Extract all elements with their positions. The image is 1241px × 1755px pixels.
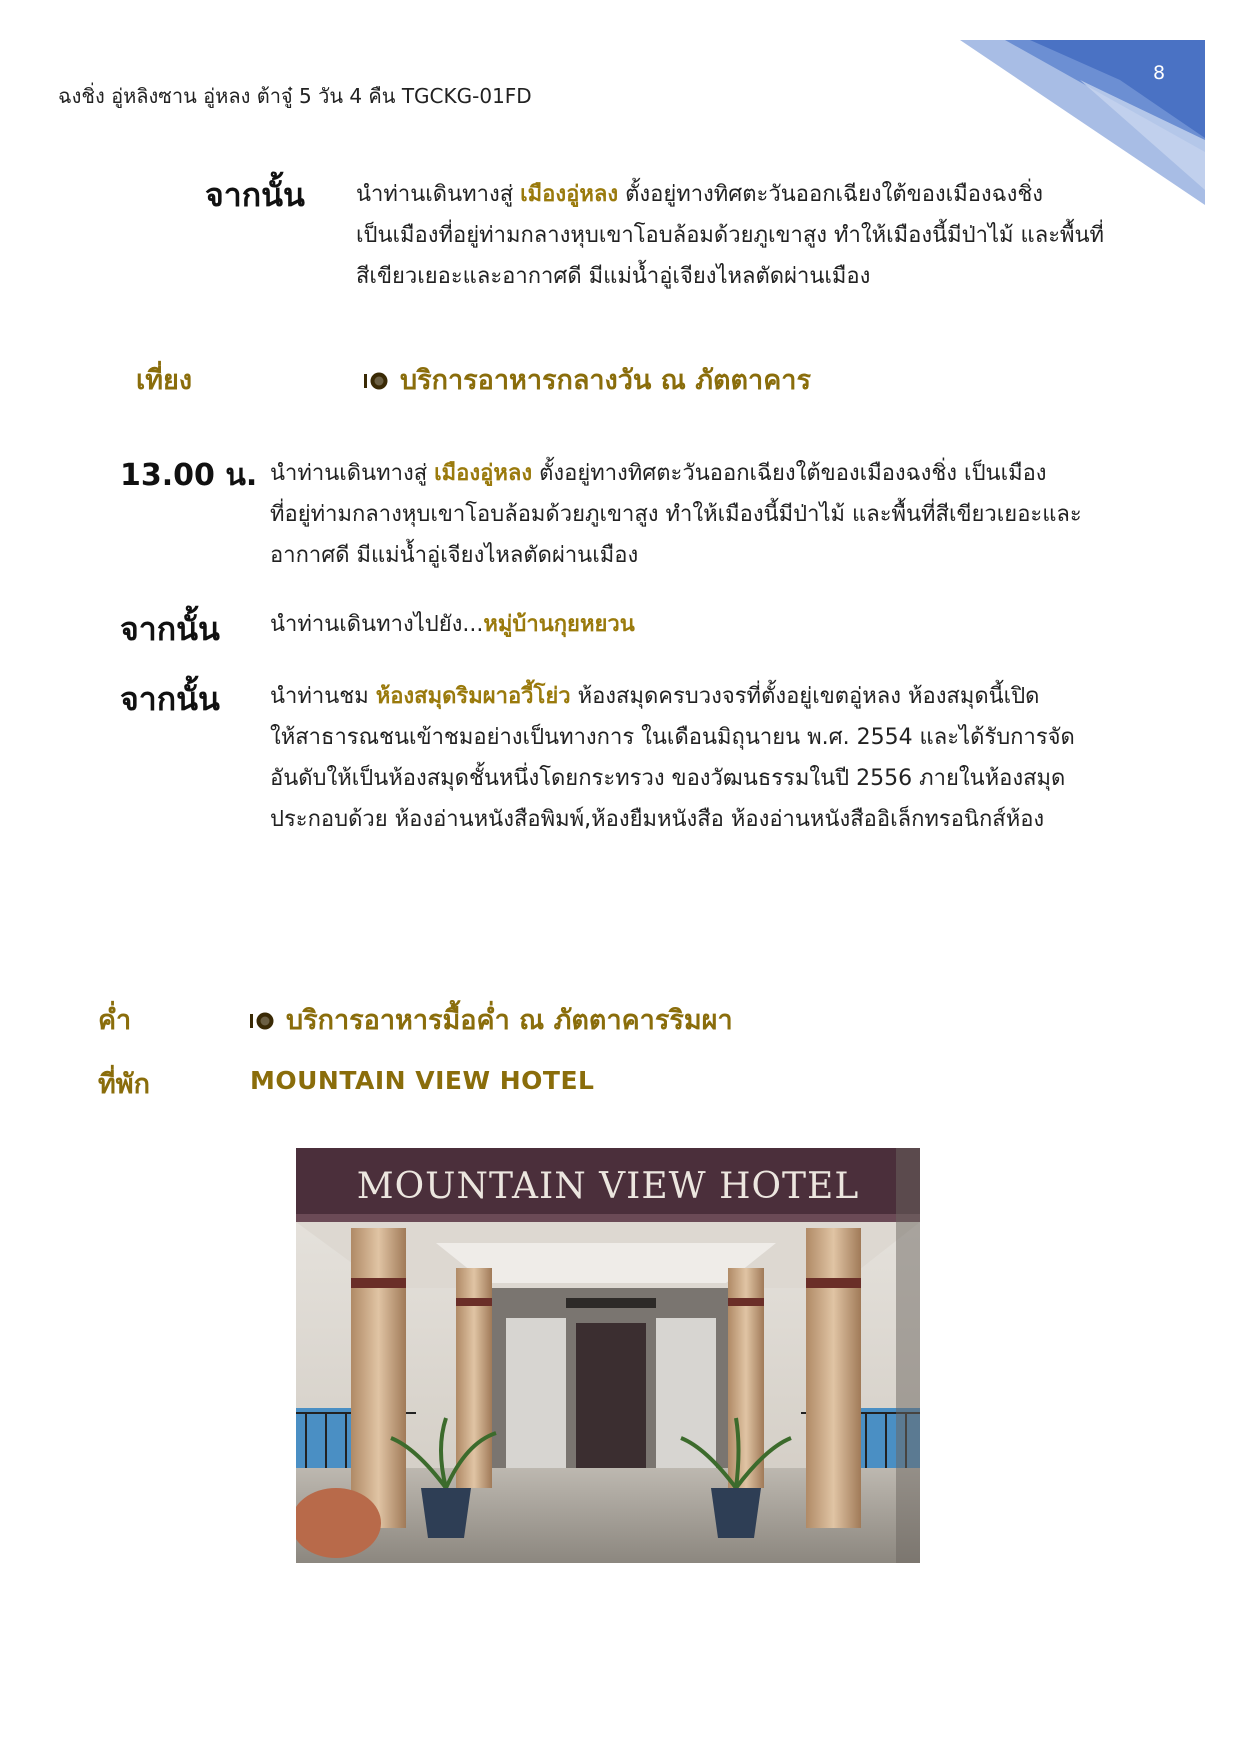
section3-paragraph bbox=[270, 604, 635, 645]
highlight-place: เมืองอู่หลง bbox=[434, 461, 533, 486]
lunch-label: เที่ยง bbox=[136, 365, 193, 396]
section4-text: นำท่านชม bbox=[270, 684, 376, 709]
section2-text: นำท่านเดินทางสู่ bbox=[270, 461, 435, 486]
dining-icon bbox=[364, 367, 386, 385]
lunch-text-row bbox=[364, 358, 811, 401]
section2-line: ที่อยู่ท่ามกลางหุบเขาโอบล้อมด้วยภูเขาสูง ทำให้เมืองนี้มีป่าไม้ และพื้นที่สีเขียวเยอะและ bbox=[270, 502, 1082, 527]
hotel-name: MOUNTAIN VIEW HOTEL bbox=[250, 1066, 595, 1095]
highlight-place: ห้องสมุดริมผาอวี้โย่ว bbox=[375, 684, 571, 709]
time-label: 13.00 น. bbox=[120, 458, 258, 493]
section-label: จากนั้น bbox=[120, 680, 220, 718]
section4-paragraph bbox=[270, 676, 1190, 840]
hotel-label: ที่พัก bbox=[98, 1069, 150, 1100]
highlight-place: หมู่บ้านกุยหยวน bbox=[483, 612, 635, 637]
section1-text: นำท่านเดินทางสู่ bbox=[356, 182, 521, 207]
section1-line: เป็นเมืองที่อยู่ท่ามกลางหุบเขาโอบล้อมด้วยภูเขาสูง ทำให้เมืองนี้มีป่าไม้ และพื้นที่ bbox=[356, 223, 1105, 248]
section4-text: ห้องสมุดครบวงจรที่ตั้งอยู่เขตอู่หลง ห้องสมุดนี้เปิด bbox=[570, 684, 1040, 709]
section2-text: ตั้งอยู่ทางทิศตะวันออกเฉียงใต้ของเมืองฉงชิ่ง เป็นเมือง bbox=[532, 461, 1047, 486]
hotel-photo bbox=[296, 1148, 920, 1563]
page-number: 8 bbox=[1153, 62, 1166, 84]
highlight-place: เมืองอู่หลง bbox=[520, 182, 619, 207]
dinner-text-row bbox=[250, 998, 733, 1041]
section1-line: สีเขียวเยอะและอากาศดี มีแม่น้ำอู่เจียงไหลตัดผ่านเมือง bbox=[356, 264, 871, 289]
section-label: จากนั้น bbox=[205, 176, 305, 214]
section4-line: ให้สาธารณชนเข้าชมอย่างเป็นทางการ ในเดือนมิถุนายน พ.ศ. 2554 และได้รับการจัด bbox=[270, 725, 1075, 750]
section4-line: อันดับให้เป็นห้องสมุดชั้นหนึ่งโดยกระทรวง ของวัฒนธรรมในปี 2556 ภายในห้องสมุด bbox=[270, 766, 1066, 791]
section4-line: ประกอบด้วย ห้องอ่านหนังสือพิมพ์,ห้องยืมหนังสือ ห้องอ่านหนังสืออิเล็กทรอนิกส์ห้อง bbox=[270, 807, 1045, 832]
lunch-text: บริการอาหารกลางวัน ณ ภัตตาคาร bbox=[400, 365, 811, 396]
section-label: จากนั้น bbox=[120, 610, 220, 648]
section3-text: นำท่านเดินทางไปยัง... bbox=[270, 612, 484, 637]
document-header-title: ฉงชิ่ง อู่หลิงซาน อู่หลง ต้าจู๋ 5 วัน 4 คืน TGCKG-01FD bbox=[58, 84, 532, 108]
section2-paragraph bbox=[270, 453, 1170, 576]
section2-line: อากาศดี มีแม่น้ำอู่เจียงไหลตัดผ่านเมือง bbox=[270, 543, 639, 568]
dining-icon bbox=[250, 1007, 272, 1025]
section1-paragraph bbox=[356, 174, 1146, 297]
section1-text: ตั้งอยู่ทางทิศตะวันออกเฉียงใต้ของเมืองฉงชิ่ง bbox=[618, 182, 1044, 207]
dinner-text: บริการอาหารมื้อค่ำ ณ ภัตตาคารริมผา bbox=[286, 1005, 733, 1036]
photo-sign-text: MOUNTAIN VIEW HOTEL bbox=[356, 1166, 860, 1207]
dinner-label: ค่ำ bbox=[98, 1005, 132, 1036]
